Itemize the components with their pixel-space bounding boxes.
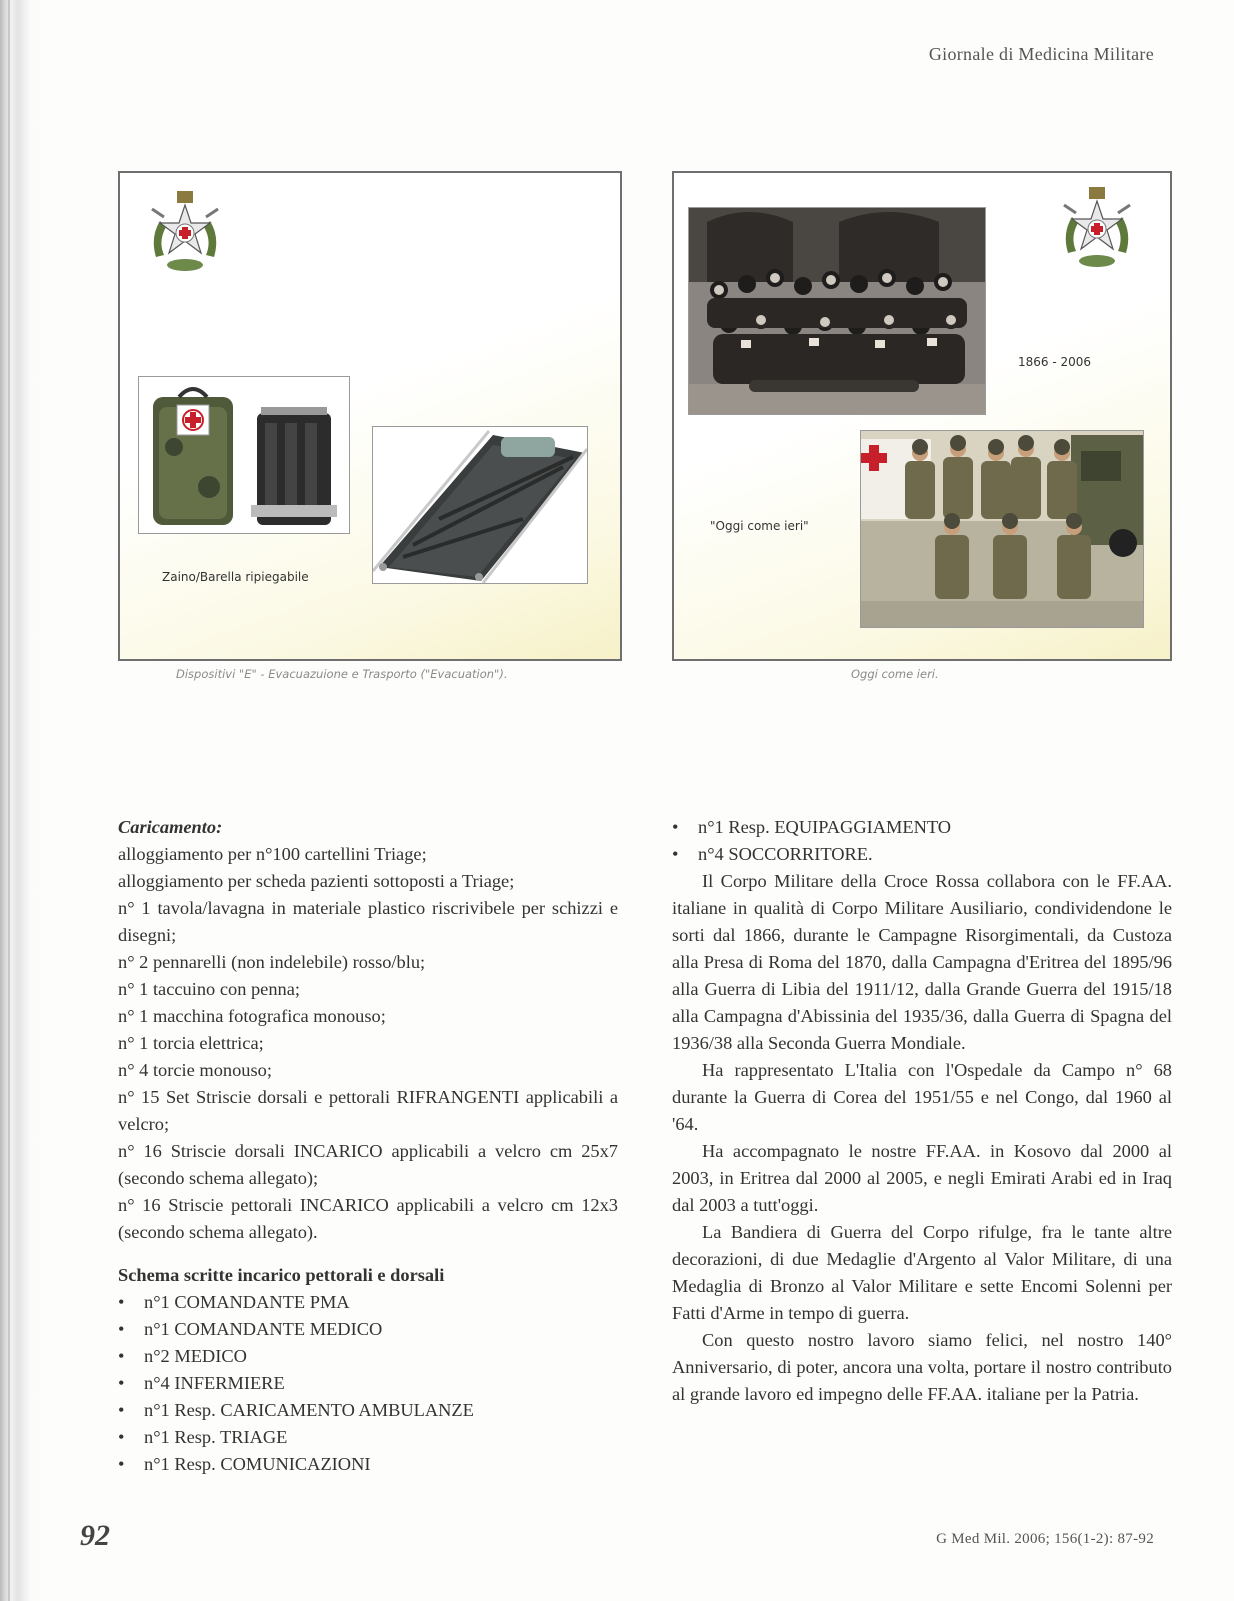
text-column-right: [672, 814, 1172, 1408]
journal-citation: G Med Mil. 2006; 156(1-2): 87-92: [936, 1531, 1154, 1547]
page-number: 92: [80, 1519, 110, 1552]
list-item: • n°1 Resp. TRIAGE: [118, 1424, 618, 1451]
body-paragraph: Ha rappresentato L'Italia con l'Ospedale da Campo n° 68 durante la Guerra di Corea del 1951/55 e nel Congo, dal 1960 al '64.: [672, 1060, 1172, 1134]
loading-heading: Caricamento:: [118, 817, 223, 837]
list-item: • n°1 Resp. COMUNICAZIONI: [118, 1451, 618, 1478]
figure-panel-history: [672, 171, 1172, 661]
loading-line: n° 4 torcie monouso;: [118, 1060, 272, 1080]
schema-heading: Schema scritte incarico pettorali e dorsali: [118, 1265, 445, 1285]
figure-label: Zaino/Barella ripiegabile: [162, 570, 309, 584]
historical-group-photo: [688, 207, 986, 415]
loading-line: n° 15 Set Striscie dorsali e pettorali RIFRANGENTI applicabili a velcro;: [118, 1087, 618, 1134]
backpack-stretcher-photo: [138, 376, 350, 534]
loading-line: n° 2 pennarelli (non indelebile) rosso/blu;: [118, 952, 426, 972]
list-item: • n°4 SOCCORRITORE.: [672, 841, 1172, 868]
loading-line: n° 16 Striscie pettorali INCARICO applicabili a velcro cm 12x3 (secondo schema allegato).: [118, 1195, 618, 1242]
schema-list-continued: [672, 814, 1172, 868]
figure-caption-left: Dispositivi "E" - Evacuazuione e Trasporto ("Evacuation").: [176, 667, 508, 681]
body-paragraph: Con questo nostro lavoro siamo felici, nel nostro 140° Anniversario, di poter, ancora una volta, portare il nostro contributo al grande lavoro ed impegno delle FF.AA. italiane per la Patria.: [672, 1330, 1172, 1404]
book-spine-shadow: [0, 0, 44, 1601]
list-item: • n°1 Resp. CARICAMENTO AMBULANZE: [118, 1397, 618, 1424]
loading-line: alloggiamento per n°100 cartellini Triage;: [118, 844, 427, 864]
loading-line: n° 1 macchina fotografica monouso;: [118, 1006, 386, 1026]
loading-line: n° 16 Striscie dorsali INCARICO applicabili a velcro cm 25x7 (secondo schema allegato);: [118, 1141, 618, 1188]
list-item: • n°2 MEDICO: [118, 1343, 618, 1370]
schema-list: [118, 1289, 618, 1478]
years-label: 1866 - 2006: [1018, 355, 1092, 369]
text-column-left: [118, 814, 618, 1478]
loading-line: n° 1 taccuino con penna;: [118, 979, 301, 999]
motto-label: "Oggi come ieri": [710, 519, 809, 533]
list-item: • n°1 Resp. EQUIPAGGIAMENTO: [672, 814, 1172, 841]
modern-soldiers-photo: [860, 430, 1144, 628]
list-item: • n°4 INFERMIERE: [118, 1370, 618, 1397]
list-item: • n°1 COMANDANTE MEDICO: [118, 1316, 618, 1343]
body-paragraph: La Bandiera di Guerra del Corpo rifulge, fra le tante altre decorazioni, di due Medaglie d'Argento al Valor Militare, di una Medaglia di Bronzo al Valor Militare e sette Encomi Solenni per Fatti d'Arme in tempo di guerra.: [672, 1222, 1172, 1323]
figure-caption-right: Oggi come ieri.: [851, 667, 939, 681]
body-paragraph: Il Corpo Militare della Croce Rossa collabora con le FF.AA. italiane in qualità di Corpo Militare Ausiliario, condividendone le sorti dal 1866, durante le Campagne Risorgimentali, da Custoza alla Presa di Roma del 1870, dalla Campagna d'Eritrea del 1895/96 alla Guerra di Libia del 1911/12, dalla Grande Guerra del 1915/18 alla Campagna d'Abissinia del 1935/36, dalla Guerra di Spagna del 1936/38 alla Seconda Guerra Mondiale.: [672, 871, 1172, 1053]
corps-emblem-icon: [146, 187, 224, 275]
body-paragraph: Ha accompagnato le nostre FF.AA. in Kosovo dal 2000 al 2003, in Eritrea dal 2000 al 2005, e negli Emirati Arabi ed in Iraq dal 2003 a tutt'oggi.: [672, 1141, 1172, 1215]
corps-emblem-icon: [1058, 183, 1136, 271]
folding-stretcher-photo: [372, 426, 588, 584]
loading-line: n° 1 torcia elettrica;: [118, 1033, 264, 1053]
figure-panel-evacuation: [118, 171, 622, 661]
running-header: Giornale di Medicina Militare: [928, 44, 1154, 64]
loading-line: alloggiamento per scheda pazienti sottoposti a Triage;: [118, 871, 515, 891]
loading-line: n° 1 tavola/lavagna in materiale plastico riscrivibele per schizzi e disegni;: [118, 898, 618, 945]
list-item: • n°1 COMANDANTE PMA: [118, 1289, 618, 1316]
